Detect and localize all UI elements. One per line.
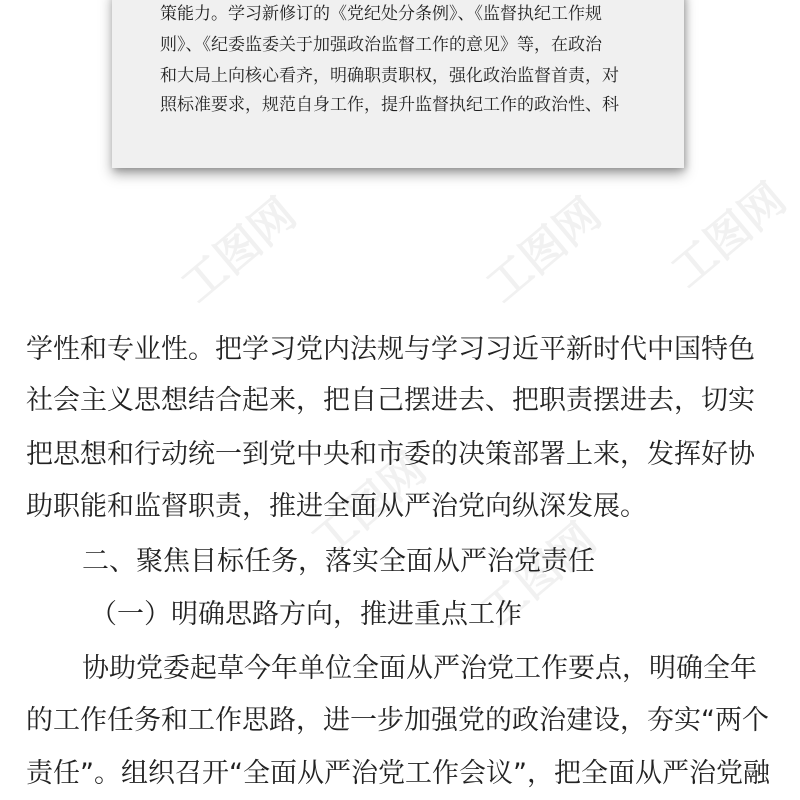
subsection-heading: （一）明确思路方向，推进重点工作 xyxy=(90,599,522,630)
body-text-line: 学性和专业性。把学习党内法规与学习习近平新时代中国特色 xyxy=(26,334,755,365)
card-text-line: 和大局上向核心看齐，明确职责职权，强化政治监督首责，对 xyxy=(160,66,619,86)
card-text-line: 则》、《纪委监委关于加强政治监督工作的意见》等，在政治 xyxy=(160,35,602,55)
body-text-line: 社会主义思想结合起来，把自己摆进去、把职责摆进去，切实 xyxy=(26,385,755,416)
body-text-line: 助职能和监督职责，推进全面从严治党向纵深发展。 xyxy=(26,491,647,522)
watermark: 工图网 xyxy=(476,188,611,313)
card-text-line: 策能力。学习新修订的《党纪处分条例》、《监督执纪工作规 xyxy=(160,4,602,24)
body-text-line: 协助党委起草今年单位全面从严治党工作要点，明确全年 xyxy=(82,653,757,684)
document-page-card xyxy=(112,0,684,168)
section-heading: 二、聚焦目标任务，落实全面从严治党责任 xyxy=(82,546,595,577)
body-text-line: 责任”。组织召开“全面从严治党工作会议”，把全面从严治党融 xyxy=(26,758,770,789)
card-text-line: 照标准要求，规范自身工作，提升监督执纪工作的政治性、科 xyxy=(160,95,619,115)
watermark: 工图网 xyxy=(661,173,796,298)
watermark: 工图网 xyxy=(301,443,436,568)
body-text-line: 把思想和行动统一到党中央和市委的决策部署上来，发挥好协 xyxy=(26,439,755,470)
watermark: 工图网 xyxy=(471,513,606,638)
body-text-line: 的工作任务和工作思路，进一步加强党的政治建设，夯实“两个 xyxy=(26,705,769,736)
watermark: 工图网 xyxy=(171,188,306,313)
